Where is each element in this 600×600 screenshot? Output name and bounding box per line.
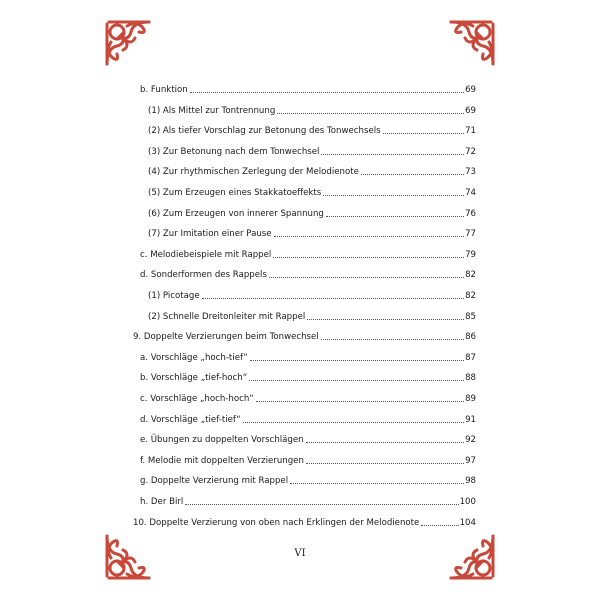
toc-entry-label: b. Vorschläge „tief-hoch“ [140,373,248,384]
toc-entry [140,475,476,486]
toc-entry [140,372,476,383]
toc-entry [148,290,476,301]
dot-leader [269,277,464,278]
toc-entry-label: d. Vorschläge „tief-tief“ [140,414,241,425]
page-number: VI [294,548,306,559]
toc-entry-label: b. Funktion [140,85,188,95]
toc-entry-page: 92 [465,435,476,446]
toc-entry-label: 9. Doppelte Verzierungen beim Tonwechsel [133,332,319,343]
toc-entry-page: 87 [465,352,476,363]
toc-entry-label: a. Vorschläge „hoch-tief“ [140,352,248,363]
toc-entry-label: (1) Picotage [148,291,200,301]
dot-leader [256,401,464,402]
toc-entry-page: 98 [465,476,476,487]
toc-entry-page: 77 [465,229,476,240]
toc-entry [140,269,476,280]
dot-leader [250,360,464,361]
toc-entry-label: d. Sonderformen des Rappels [140,270,267,281]
toc-entry-label: (5) Zum Erzeugen eines Stakkatoeffekts [148,188,322,198]
toc-entry-page: 69 [465,105,476,116]
dot-leader [323,195,464,196]
toc-entry-page: 79 [465,249,476,260]
toc-entry [148,105,476,116]
dot-leader [321,154,464,155]
toc-entry-page: 71 [465,126,476,137]
toc-entry-page: 88 [465,373,476,384]
toc-entry-page: 73 [465,167,476,178]
dot-leader [383,133,464,134]
toc-entry-label: 10. Doppelte Verzierung von oben nach Erklingen der Melodienote [133,517,420,528]
toc-entry-label: e. Übungen zu doppelten Vorschlägen [140,435,304,446]
toc-entry [133,517,476,528]
toc-entry-page: 82 [465,270,476,281]
dot-leader [273,257,464,258]
dot-leader [274,236,464,237]
toc-entry [140,496,476,507]
toc-entry-page: 82 [465,291,476,301]
toc-entry [148,208,476,219]
dot-leader [243,422,464,423]
toc-entry [140,84,476,95]
toc-entry-label: f. Melodie mit doppelten Verzierungen [140,455,304,466]
toc-entry-label: (4) Zur rhythmischen Zerlegung der Melodienote [148,167,359,178]
toc-entry [148,166,476,177]
dot-leader [277,113,464,114]
toc-entry [148,187,476,198]
toc-entry-label: g. Doppelte Verzierung mit Rappel [140,476,289,487]
toc-entry-label: (2) Schnelle Dreitonleiter mit Rappel [148,311,306,322]
toc-entry [140,393,476,404]
dot-leader [307,319,464,320]
toc-entry-page: 104 [459,517,476,528]
dot-leader [321,339,464,340]
toc-entry [148,146,476,157]
toc-entry-label: (3) Zur Betonung nach dem Tonwechsel [148,146,320,157]
toc-entry-page: 89 [465,394,476,404]
dot-leader [361,174,464,175]
toc-entry-page: 72 [465,146,476,157]
toc-entry [140,352,476,363]
toc-entry-label: (1) Als Mittel zur Tontrennung [148,105,276,116]
toc-entry-page: 91 [465,414,476,425]
dot-leader [249,380,464,381]
toc-entry [133,331,476,342]
toc-entry-page: 74 [465,188,476,198]
dot-leader [190,92,464,93]
toc-entry-label: h. Der Birl [140,497,184,507]
toc-entry-page: 85 [465,311,476,322]
toc-entry [148,228,476,239]
toc-entry-page: 97 [465,455,476,466]
toc-entry [140,455,476,466]
toc-entry [140,434,476,445]
dot-leader [306,442,464,443]
dot-leader [185,504,458,505]
toc-entry-page: 76 [465,208,476,219]
dot-leader [202,298,464,299]
toc-entry-label: c. Melodiebeispiele mit Rappel [140,249,272,260]
toc-entry-label: (7) Zur Imitation einer Pause [148,229,272,240]
toc-entry [148,311,476,322]
toc-entry [148,125,476,136]
toc-entry-page: 100 [459,497,476,507]
dot-leader [421,525,458,526]
dot-leader [290,483,464,484]
toc-entry-label: (6) Zum Erzeugen von innerer Spannung [148,208,324,219]
dot-leader [306,463,464,464]
dot-leader [326,216,464,217]
toc-entry-page: 69 [465,85,476,95]
toc-entry-label: (2) Als tiefer Vorschlag zur Betonung des Tonwechsels [148,126,381,137]
toc-entry [140,249,476,260]
toc-entry-label: c. Vorschläge „hoch-hoch“ [140,394,254,404]
toc-entry-page: 86 [465,332,476,343]
toc-entry [140,414,476,425]
